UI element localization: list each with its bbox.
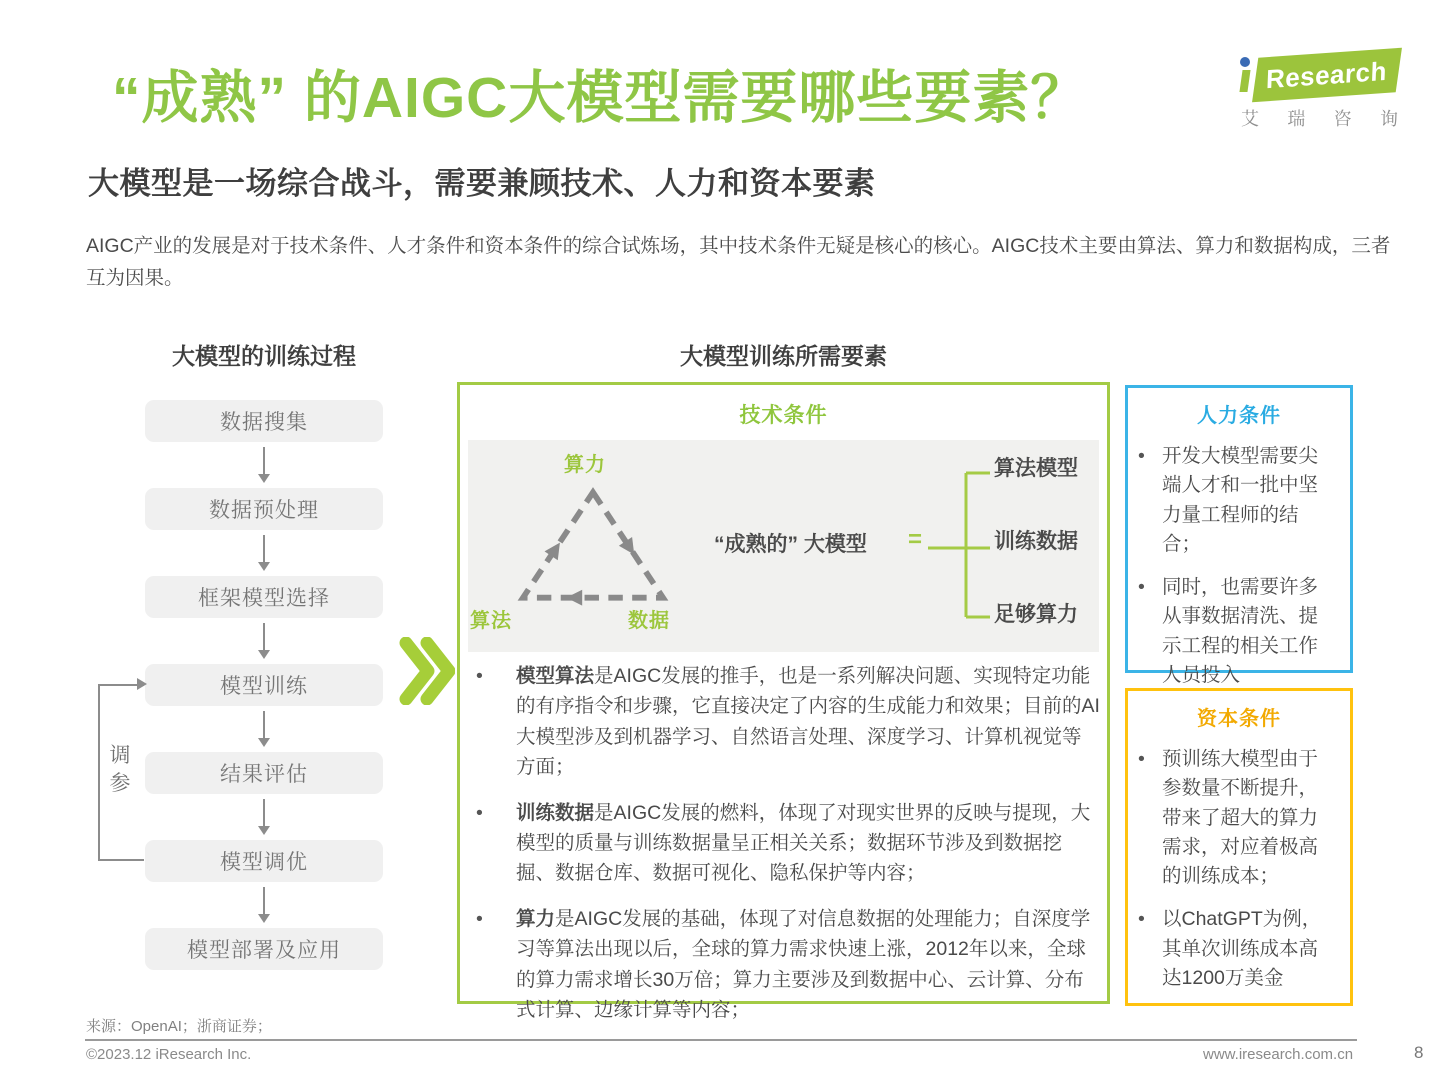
equals-sign: =: [908, 526, 923, 553]
tech-conditions-header: 技术条件: [739, 404, 828, 427]
flow-step-result-evaluation: 结果评估: [145, 752, 383, 794]
mature-model-label: “成熟的” 大模型: [714, 533, 867, 556]
triangle-label-data: 数据: [628, 610, 670, 632]
flow-step-framework-selection: 框架模型选择: [145, 576, 383, 618]
triangle-label-algorithm: 算法: [470, 610, 512, 632]
training-flowchart: [145, 400, 383, 970]
equation-item-computing: 足够算力: [994, 603, 1078, 626]
bullet-text: 是AIGC发展的推手，也是一系列解决问题、实现特定功能的有序指令和步骤，它直接决定了内容的生成能力和效果；目前的AI大模型涉及到机器学习、自然语言处理、深度学习、计算机视觉等方面；: [516, 665, 1100, 779]
logo-flag-icon: [1252, 48, 1402, 103]
center-panel-title: 大模型训练所需要素: [680, 343, 887, 369]
capital-conditions-panel: [1125, 688, 1353, 1006]
cycle-triangle-icon: [510, 482, 676, 608]
flow-step-preprocessing: 数据预处理: [145, 488, 383, 530]
tech-bullet-list: [472, 661, 1100, 1040]
intro-paragraph: AIGC产业的发展是对于技术条件、人才条件和资本条件的综合试炼场，其中技术条件无疑是核心的核心。AIGC技术主要由算法、算力和数据构成，三者互为因果。: [86, 235, 1391, 289]
human-bullet: • 同时，也需要许多从事数据清洗、提示工程的相关工作人员投入: [1128, 573, 1350, 690]
capital-bullet: • 以ChatGPT为例，其单次训练成本高达1200万美金: [1128, 905, 1350, 993]
flow-step-data-collection: 数据搜集: [145, 400, 383, 442]
logo-cn-char: 瑞: [1287, 109, 1306, 129]
tech-bullet-computing: [472, 904, 1100, 1026]
flow-step-deployment: 模型部署及应用: [145, 928, 383, 970]
arrow-down-icon: [145, 442, 383, 488]
page-subtitle: 大模型是一场综合战斗，需要兼顾技术、人力和资本要素: [88, 166, 876, 201]
arrow-down-icon: [145, 794, 383, 840]
human-conditions-panel: [1125, 385, 1353, 686]
logo-i-dot-icon: [1240, 57, 1250, 67]
double-chevron-right-icon: [399, 637, 455, 705]
logo-cn-char: 艾: [1241, 109, 1259, 129]
logo-cn-char: 询: [1379, 109, 1398, 129]
capital-conditions-header: 资本条件: [1197, 708, 1281, 730]
equation-item-training-data: 训练数据: [994, 530, 1078, 553]
copyright-text: ©2023.12 iResearch Inc.: [86, 1046, 252, 1063]
human-conditions-header: 人力条件: [1197, 405, 1281, 427]
arrow-down-icon: [145, 618, 383, 664]
website-url: www.iresearch.com.cn: [1203, 1046, 1354, 1063]
tech-conditions-panel: [457, 382, 1110, 1022]
logo-brand-text: Research: [1266, 55, 1388, 94]
bullet-lead: 训练数据: [516, 801, 595, 824]
human-bullet: • 开发大模型需要尖端人才和一批中坚力量工程师的结合；: [1128, 442, 1350, 559]
page-title: “成熟” 的AIGC大模型需要哪些要素？: [112, 66, 1089, 130]
capital-bullet: • 预训练大模型由于参数量不断提升，带来了超大的算力需求，对应着极高的训练成本；: [1128, 745, 1350, 891]
bullet-text: 是AIGC发展的燃料，体现了对现实世界的反映与提现，大模型的质量与训练数据量呈正相关关系；数据环节涉及到数据挖掘、数据仓库、数据可视化、隐私保护等内容；: [516, 801, 1091, 885]
page-number: 8: [1414, 1043, 1424, 1062]
flow-title: 大模型的训练过程: [172, 343, 356, 369]
flow-step-model-tuning: 模型调优: [145, 840, 383, 882]
arrow-down-icon: [145, 706, 383, 752]
loop-label: 调参: [109, 744, 131, 796]
bullet-lead: 模型算法: [516, 665, 595, 687]
capital-bullet-list: [1128, 745, 1350, 993]
arrow-down-icon: [145, 530, 383, 576]
iresearch-logo: [1237, 45, 1402, 135]
flow-step-model-training: 模型训练: [145, 664, 383, 706]
tech-bullet-algorithm: [472, 661, 1100, 783]
tech-bullet-data: [472, 798, 1100, 889]
logo-i-stem-icon: [1239, 70, 1250, 92]
source-note: 来源：OpenAI；浙商证券；: [86, 1018, 272, 1035]
triangle-diagram-panel: [468, 440, 1099, 652]
human-bullet-list: [1128, 442, 1350, 690]
footer-divider: [85, 1039, 1357, 1041]
logo-cn-name: [1237, 105, 1402, 131]
arrow-down-icon: [145, 882, 383, 928]
bracket-lines-icon: [926, 450, 992, 640]
bullet-text: 是AIGC发展的基础，体现了对信息数据的处理能力；自深度学习等算法出现以后，全球的算力需求快速上涨，2012年以来，全球的算力需求增长30万倍；算力主要涉及到数据中心、云计算、分布式计算、边缘计算等内容；: [516, 907, 1091, 1022]
logo-cn-char: 咨: [1333, 109, 1352, 129]
bullet-lead: 算力: [516, 907, 556, 930]
equation-item-algorithm-model: 算法模型: [994, 457, 1078, 480]
triangle-label-computing: 算力: [564, 454, 606, 476]
